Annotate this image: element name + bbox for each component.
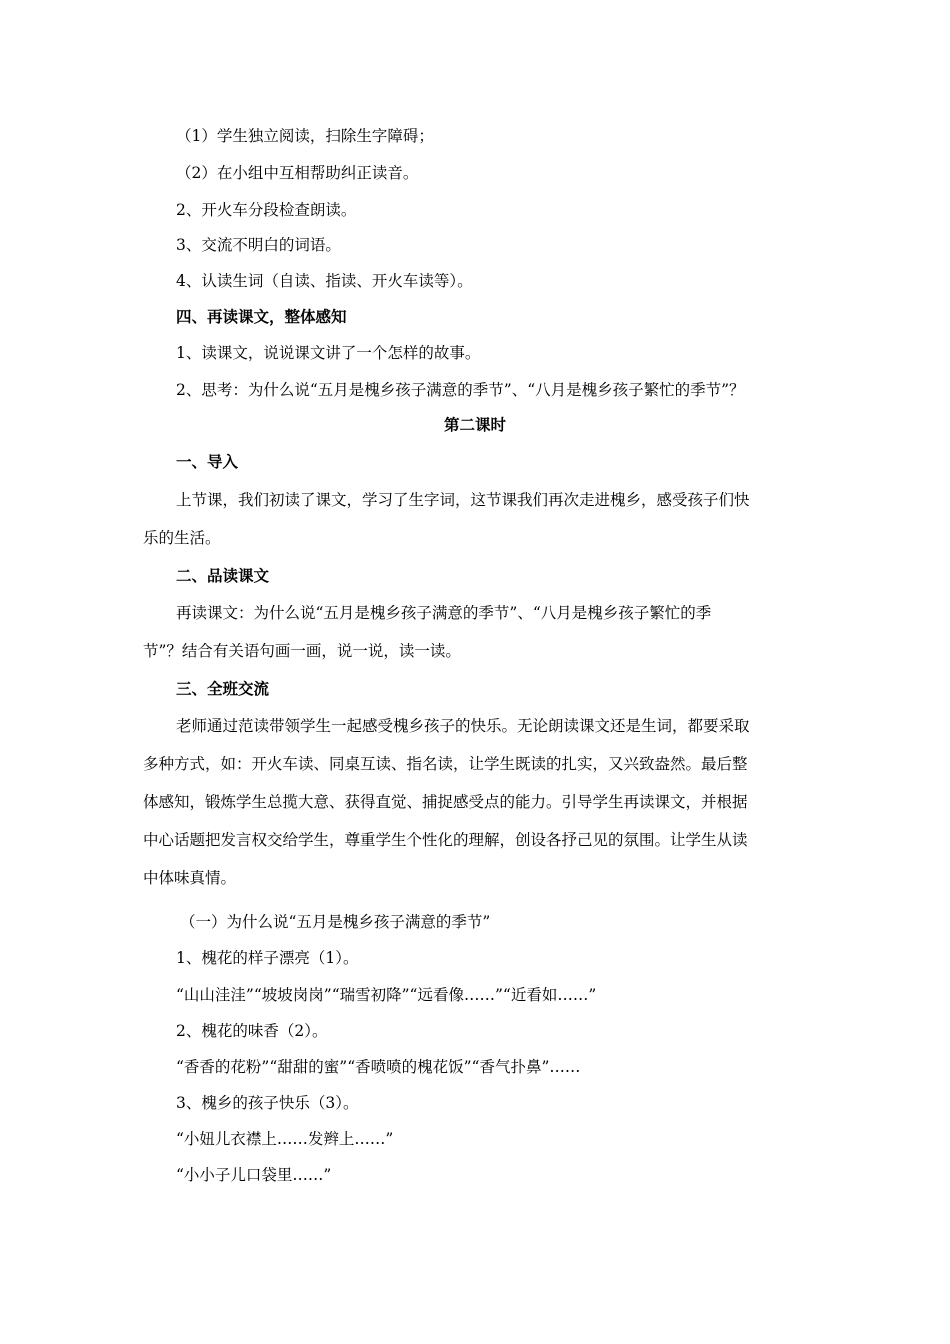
intro-paragraph-line-2: 乐的生活。 <box>143 529 221 547</box>
lesson-title-second: 第二课时 <box>443 416 506 434</box>
study-paragraph-line-2: 节”？结合有关语句画一画，说一说，读一读。 <box>143 642 461 660</box>
study-paragraph-line-1: 再读课文：为什么说“五月是槐乡孩子满意的季节”、“八月是槐乡孩子繁忙的季 <box>176 604 712 622</box>
discussion-paragraph-line-1: 老师通过范读带领学生一起感受槐乡孩子的快乐。无论朗读课文还是生词，都要采取 <box>176 717 750 735</box>
discussion-paragraph-line-4: 中心话题把发言权交给学生，尊重学生个性化的理解，创设各抒己见的氛围。让学生从读 <box>143 831 748 849</box>
discussion-paragraph-line-2: 多种方式，如：开火车读、同桌互读、指名读，让学生既读的扎实，又兴致盎然。最后整 <box>143 755 748 773</box>
point-3-joy: 3、槐乡的孩子快乐（3）。 <box>176 1094 359 1112</box>
section-heading-reread: 四、再读课文，整体感知 <box>176 308 347 326</box>
discussion-paragraph-line-3: 体感知，锻炼学生总揽大意、获得直觉、捕捉感受点的能力。引导学生再读课文，并根据 <box>143 793 748 811</box>
point-2-quotes: “香香的花粉”“甜甜的蜜”“香喷喷的槐花饭”“香气扑鼻”…… <box>176 1058 581 1076</box>
reread-item-2: 2、思考：为什么说“五月是槐乡孩子满意的季节”、“八月是槐乡孩子繁忙的季节”？ <box>176 381 745 399</box>
step-discuss-words: 3、交流不明白的词语。 <box>176 236 341 254</box>
step-read-new-words: 4、认读生词（自读、指读、开火车读等）。 <box>176 272 473 290</box>
intro-paragraph-line-1: 上节课，我们初读了课文，学习了生字词，这节课我们再次走进槐乡，感受孩子们快 <box>176 491 750 509</box>
point-3-quote-girls: “小妞儿衣襟上……发辫上……” <box>176 1130 394 1148</box>
discussion-paragraph-line-5: 中体味真情。 <box>143 869 237 887</box>
point-1-appearance: 1、槐花的样子漂亮（1）。 <box>176 949 359 967</box>
point-1-quotes: “山山洼洼”“坡坡岗岗”“瑞雪初降”“远看像……”“近看如……” <box>176 986 597 1004</box>
reread-item-1: 1、读课文，说说课文讲了一个怎样的故事。 <box>176 344 481 362</box>
section-heading-discussion: 三、全班交流 <box>176 680 270 698</box>
point-3-quote-boys: “小小子儿口袋里……” <box>176 1166 332 1184</box>
subsection-may: （一）为什么说“五月是槐乡孩子满意的季节” <box>180 913 491 931</box>
section-heading-intro: 一、导入 <box>176 453 239 471</box>
step-independent-reading: （1）学生独立阅读，扫除生字障碍； <box>176 127 434 145</box>
section-heading-study: 二、品读课文 <box>176 567 270 585</box>
step-group-correction: （2）在小组中互相帮助纠正读音。 <box>176 164 419 182</box>
step-train-reading: 2、开火车分段检查朗读。 <box>176 201 357 219</box>
point-2-fragrance: 2、槐花的味香（2）。 <box>176 1022 328 1040</box>
